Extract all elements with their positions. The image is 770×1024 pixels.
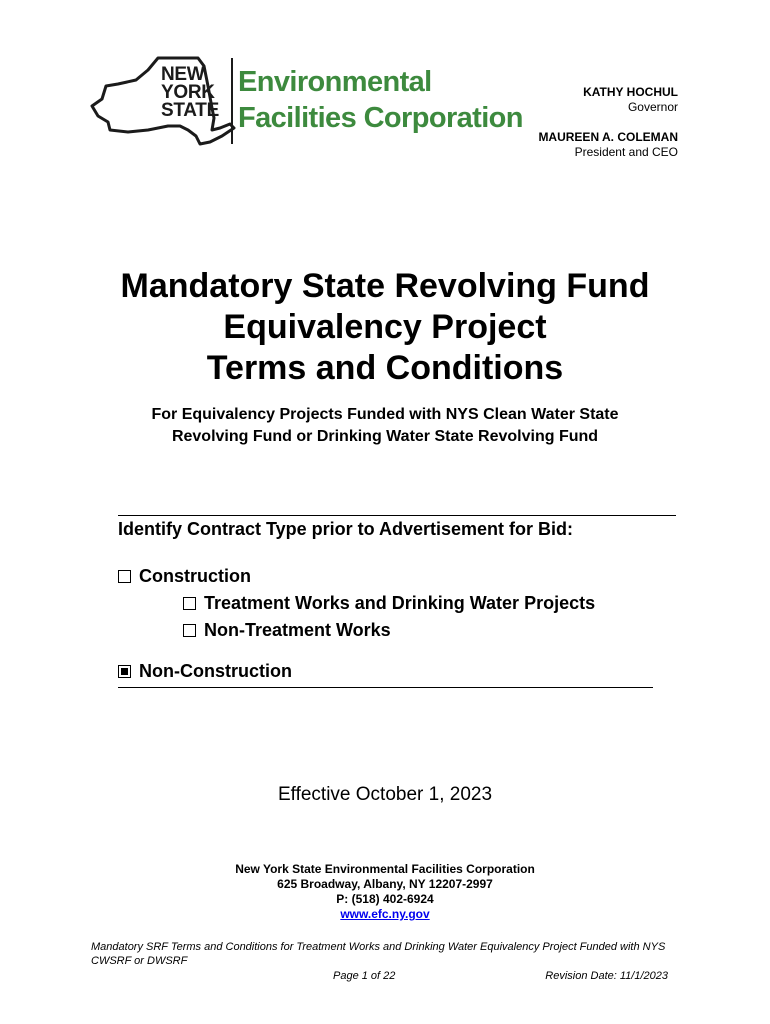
checkbox-non-construction-checked[interactable] <box>118 665 131 678</box>
option-construction[interactable] <box>118 563 251 589</box>
checkbox-construction[interactable] <box>118 570 131 583</box>
logo-state-line-3: STATE <box>161 100 219 121</box>
logo-state-line-1: NEW <box>161 64 205 85</box>
title-line-2: Equivalency Project <box>223 308 547 346</box>
organization-address <box>0 862 770 922</box>
contract-type-heading: Identify Contract Type prior to Advertisement for Bid: <box>118 519 574 539</box>
efc-logo <box>88 56 523 148</box>
address-org: New York State Environmental Facilities Corporation <box>235 862 535 876</box>
governor-name: KATHY HOCHUL <box>583 85 678 99</box>
title-line-3: Terms and Conditions <box>206 349 564 387</box>
official-president <box>538 130 678 160</box>
president-name: MAUREEN A. COLEMAN <box>538 130 678 144</box>
checkbox-treatment-works[interactable] <box>183 597 196 610</box>
footer-page-number: Page 1 of 22 <box>333 970 396 982</box>
footer-description: Mandatory SRF Terms and Conditions for Treatment Works and Drinking Water Equivalency Project Funded with NYS CWSRF or DWSRF <box>91 941 666 967</box>
governor-title: Governor <box>627 100 678 114</box>
option-treatment-works[interactable] <box>183 590 595 616</box>
option-construction-label: Construction <box>139 566 251 586</box>
divider-bottom <box>118 687 653 688</box>
document-title <box>0 266 770 389</box>
logo-state-line-2: YORK <box>161 82 215 103</box>
document-subtitle <box>100 404 670 448</box>
president-title: President and CEO <box>574 145 678 159</box>
address-street: 625 Broadway, Albany, NY 12207-2997 <box>277 877 493 891</box>
footer-revision-date: Revision Date: 11/1/2023 <box>545 970 668 982</box>
logo-org-line-1: Environmental <box>238 66 432 98</box>
effective-date: Effective October 1, 2023 <box>277 784 493 805</box>
option-non-treatment-works[interactable] <box>183 617 391 643</box>
title-line-1: Mandatory State Revolving Fund <box>120 267 650 305</box>
logo-org-line-2: Facilities Corporation <box>238 102 523 134</box>
subtitle-line-2: Revolving Fund or Drinking Water State Revolving Fund <box>171 428 599 445</box>
option-non-treatment-works-label: Non-Treatment Works <box>204 620 391 640</box>
address-phone: P: (518) 402-6924 <box>336 892 434 906</box>
official-governor <box>583 85 678 115</box>
subtitle-line-1: For Equivalency Projects Funded with NYS Clean Water State <box>151 406 619 423</box>
option-non-construction-label: Non-Construction <box>139 661 292 681</box>
option-non-construction[interactable] <box>118 658 292 684</box>
option-treatment-works-label: Treatment Works and Drinking Water Projects <box>204 593 596 613</box>
website-link[interactable]: www.efc.ny.gov <box>340 907 430 921</box>
checkbox-non-treatment-works[interactable] <box>183 624 196 637</box>
